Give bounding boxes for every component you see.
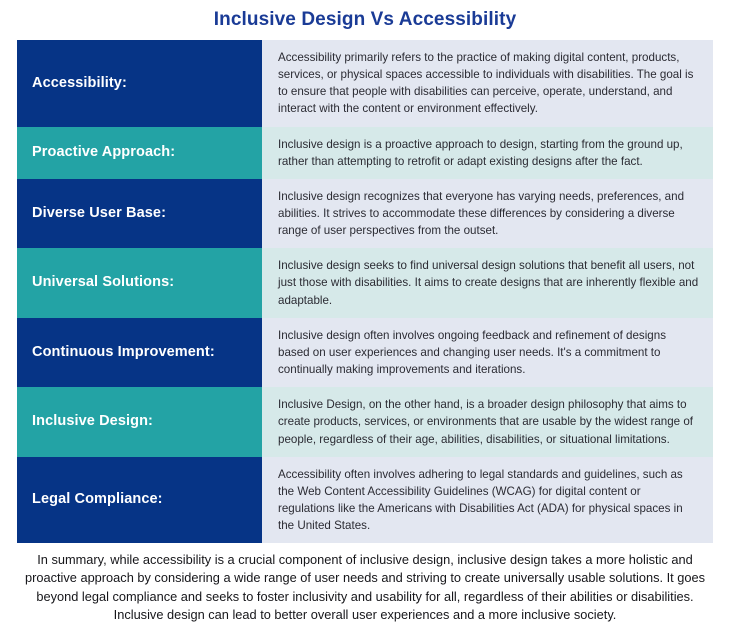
table-row (17, 40, 713, 127)
table-row (17, 248, 713, 317)
table-row (17, 457, 713, 544)
table-row (17, 127, 713, 179)
row-description: Inclusive design often involves ongoing feedback and refinement of designs based on user experiences and changing user needs. It's a commitment to continually making improvements and iterations. (262, 318, 713, 387)
table-row (17, 387, 713, 456)
table-row (17, 318, 713, 387)
row-label: Legal Compliance: (17, 457, 262, 544)
row-description: Inclusive design is a proactive approach to design, starting from the ground up, rather than attempting to retrofit or adapt existing designs after the fact. (262, 127, 713, 179)
row-label: Diverse User Base: (17, 179, 262, 248)
row-label: Universal Solutions: (17, 248, 262, 317)
row-description: Accessibility often involves adhering to legal standards and guidelines, such as the Web Content Accessibility Guidelines (WCAG) for digital content or regulations like the Americans with Disabilities Act (ADA) for physical spaces in the United States. (262, 457, 713, 544)
table-row (17, 179, 713, 248)
row-description: Inclusive design seeks to find universal design solutions that benefit all users, not just those with disabilities. It aims to create designs that are inherently flexible and adaptable. (262, 248, 713, 317)
page-title: Inclusive Design Vs Accessibility (213, 9, 517, 30)
comparison-table (17, 40, 713, 543)
row-label: Continuous Improvement: (17, 318, 262, 387)
row-description: Inclusive Design, on the other hand, is a broader design philosophy that aims to create products, services, or environments that are usable by the widest range of people, regardless of their age, abilities, disabilities, or situational limitations. (262, 387, 713, 456)
summary-paragraph: In summary, while accessibility is a crucial component of inclusive design, inclusive design takes a more holistic and proactive approach by considering a wide range of user needs and striving to create universally usable solutions. It goes beyond legal compliance and seeks to foster inclusivity and usability for all, regardless of their abilities or disabilities. Inclusive design can lead to better overall user experiences and a more inclusive society. (24, 552, 706, 622)
row-label: Proactive Approach: (17, 127, 262, 179)
row-label: Accessibility: (17, 40, 262, 127)
row-description: Accessibility primarily refers to the practice of making digital content, products, services, or physical spaces accessible to individuals with disabilities. The goal is to ensure that people with disabilities can perceive, operate, understand, and interact with the content or environment effectively. (262, 40, 713, 127)
row-description: Inclusive design recognizes that everyone has varying needs, preferences, and abilities. It strives to accommodate these differences by considering a diverse range of user perspectives from the outset. (262, 179, 713, 248)
row-label: Inclusive Design: (17, 387, 262, 456)
